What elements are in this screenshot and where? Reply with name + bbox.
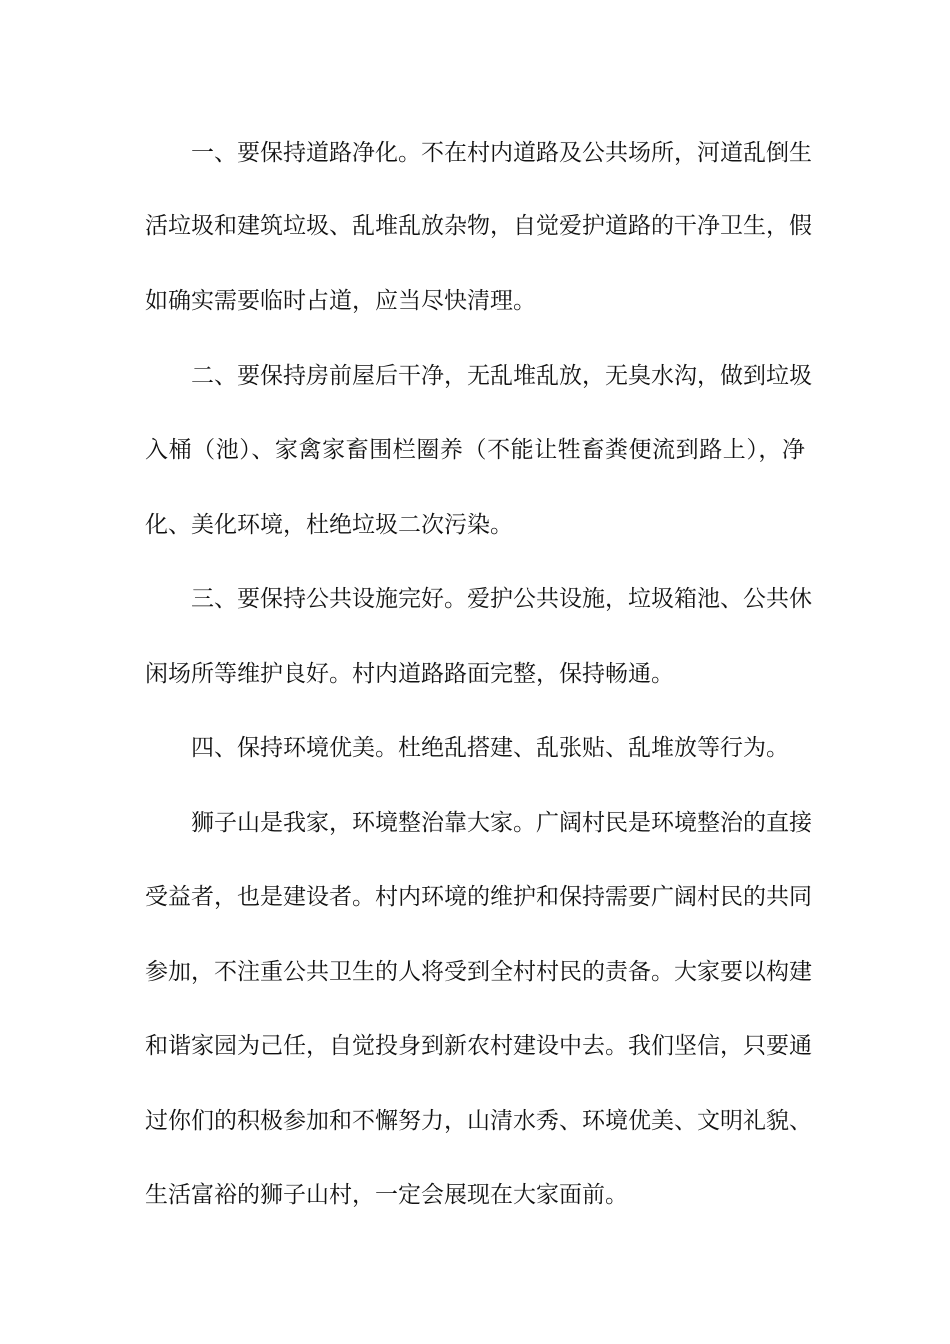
paragraph-3-line-2: 闲场所等维护良好。村内道路路面完整，保持畅通。 bbox=[145, 661, 674, 687]
paragraph-2-line-3: 化、美化环境，杜绝垃圾二次污染。 bbox=[145, 512, 513, 538]
paragraph-5-line-1: 狮子山是我家，环境整治靠大家。广阔村民是环境整治的直接 bbox=[191, 810, 812, 836]
paragraph-1-line-3: 如确实需要临时占道，应当尽快清理。 bbox=[145, 288, 536, 314]
paragraph-1-line-1: 一、要保持道路净化。不在村内道路及公共场所，河道乱倒生 bbox=[191, 140, 812, 166]
paragraph-5-line-6: 生活富裕的狮子山村，一定会展现在大家面前。 bbox=[145, 1182, 628, 1208]
paragraph-2-line-2: 入桶（池）、家禽家畜围栏圈养（不能让牲畜粪便流到路上），净 bbox=[145, 437, 805, 463]
paragraph-5-line-3: 参加，不注重公共卫生的人将受到全村村民的责备。大家要以构建 bbox=[145, 959, 812, 985]
paragraph-3-line-1: 三、要保持公共设施完好。爱护公共设施，垃圾箱池、公共休 bbox=[191, 586, 812, 612]
paragraph-5-line-2: 受益者，也是建设者。村内环境的维护和保持需要广阔村民的共同 bbox=[145, 884, 812, 910]
paragraph-2-line-1: 二、要保持房前屋后干净，无乱堆乱放，无臭水沟，做到垃圾 bbox=[191, 363, 812, 389]
paragraph-5-line-5: 过你们的积极参加和不懈努力，山清水秀、环境优美、文明礼貌、 bbox=[145, 1108, 812, 1134]
paragraph-5-line-4: 和谐家园为己任，自觉投身到新农村建设中去。我们坚信，只要通 bbox=[145, 1033, 812, 1059]
paragraph-4-line-1: 四、保持环境优美。杜绝乱搭建、乱张贴、乱堆放等行为。 bbox=[191, 735, 789, 761]
paragraph-1-line-2: 活垃圾和建筑垃圾、乱堆乱放杂物，自觉爱护道路的干净卫生，假 bbox=[145, 213, 812, 239]
